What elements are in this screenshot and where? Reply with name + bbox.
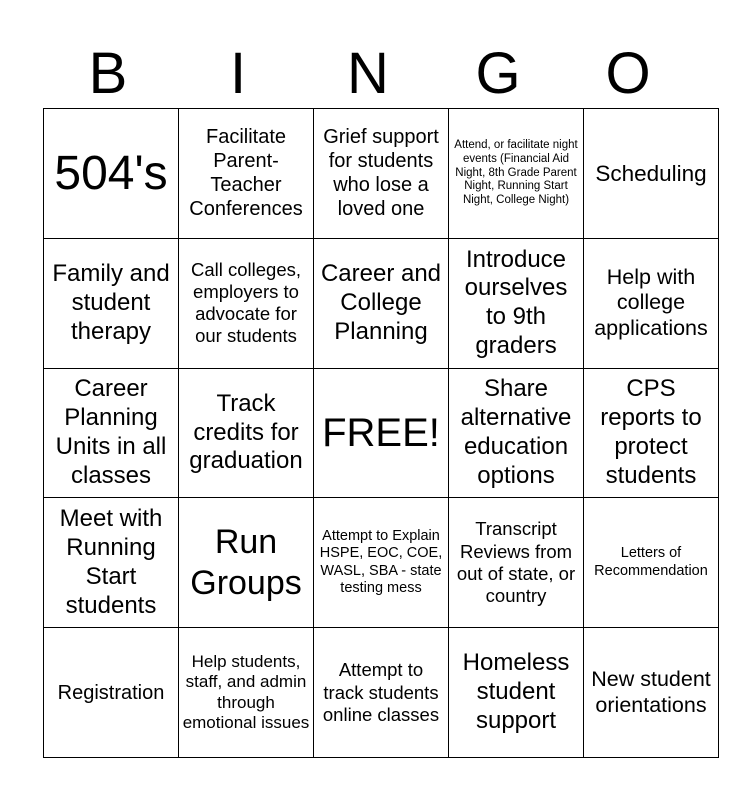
bingo-cell: Transcript Reviews from out of state, or country xyxy=(449,498,584,628)
bingo-cell: Career Planning Units in all classes xyxy=(44,368,179,498)
bingo-cell: Meet with Running Start students xyxy=(44,498,179,628)
bingo-cell: Attempt to Explain HSPE, EOC, COE, WASL, SBA - state testing mess xyxy=(314,498,449,628)
board-row xyxy=(44,238,719,368)
board-row xyxy=(44,109,719,239)
bingo-cell: Track credits for graduation xyxy=(179,368,314,498)
header-letter-n: N xyxy=(347,41,389,106)
bingo-cell: Homeless student support xyxy=(449,628,584,758)
header-letter-i: I xyxy=(229,41,247,106)
bingo-cell: Scheduling xyxy=(584,109,719,239)
free-space: FREE! xyxy=(314,368,449,498)
bingo-cell: Registration xyxy=(44,628,179,758)
header-letter-g: G xyxy=(475,41,521,106)
bingo-board xyxy=(43,108,719,758)
bingo-cell: Attend, or facilitate night events (Financial Aid Night, 8th Grade Parent Night, Running Start Night, College Night) xyxy=(449,109,584,239)
board-row xyxy=(44,498,719,628)
bingo-cell: Family and student therapy xyxy=(44,238,179,368)
bingo-cell: Career and College Planning xyxy=(314,238,449,368)
bingo-cell: Letters of Recommendation xyxy=(584,498,719,628)
bingo-cell: Grief support for students who lose a loved one xyxy=(314,109,449,239)
board-row xyxy=(44,368,719,498)
bingo-cell: Run Groups xyxy=(179,498,314,628)
bingo-cell: Help students, staff, and admin through emotional issues xyxy=(179,628,314,758)
board-row xyxy=(44,628,719,758)
bingo-cell: Call colleges, employers to advocate for our students xyxy=(179,238,314,368)
bingo-cell: Introduce ourselves to 9th graders xyxy=(449,238,584,368)
bingo-cell: CPS reports to protect students xyxy=(584,368,719,498)
bingo-cell: Help with college applications xyxy=(584,238,719,368)
bingo-cell: Facilitate Parent-Teacher Conferences xyxy=(179,109,314,239)
header-letter-o: O xyxy=(605,41,651,106)
bingo-cell: 504's xyxy=(44,109,179,239)
bingo-cell: Attempt to track students online classes xyxy=(314,628,449,758)
bingo-cell: New student orientations xyxy=(584,628,719,758)
header-letter-b: B xyxy=(88,41,128,106)
bingo-cell: Share alternative education options xyxy=(449,368,584,498)
bingo-header xyxy=(43,40,693,108)
